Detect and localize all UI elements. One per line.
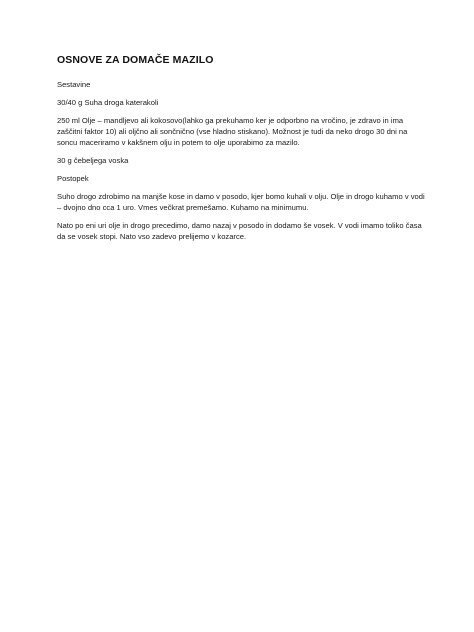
ingredient-dry-herb: 30/40 g Suha droga katerakoli [57,98,159,107]
procedure-step-2: Nato po eni uri olje in drogo precedimo, damo nazaj v posodo in dodamo še vosek. V vodi imamo toliko časa da se vosek stopi. Nato vso zadevo prelijemo v kozarce. [57,221,422,241]
procedure-step-1: Suho drogo zdrobimo na manjše kose in damo v posodo, kjer bomo kuhali v olju. Olje in drogo kuhamo v vodi – dvojno dno cca 1 uro. Vmes večkrat premešamo. Kuhamo na minimumu. [57,192,425,212]
ingredient-beeswax: 30 g čebeljega voska [57,156,129,165]
section-heading-ingredients: Sestavine [57,80,91,89]
document-body [57,54,429,249]
section-heading-procedure: Postopek [57,174,89,183]
ingredient-oil: 250 ml Olje – mandljevo ali kokosovo(lahko ga prekuhamo ker je odporbno na vročino, je zdravo in ima zaščitni faktor 10) ali oljčno ali sončnično (vse hladno stiskano). Možnost je tudi da neko drogo 30 dni na soncu maceriramo v kakšnem olju in potem to olje uporabimo za mazilo. [57,116,408,147]
document-title: OSNOVE ZA DOMAČE MAZILO [57,54,214,66]
